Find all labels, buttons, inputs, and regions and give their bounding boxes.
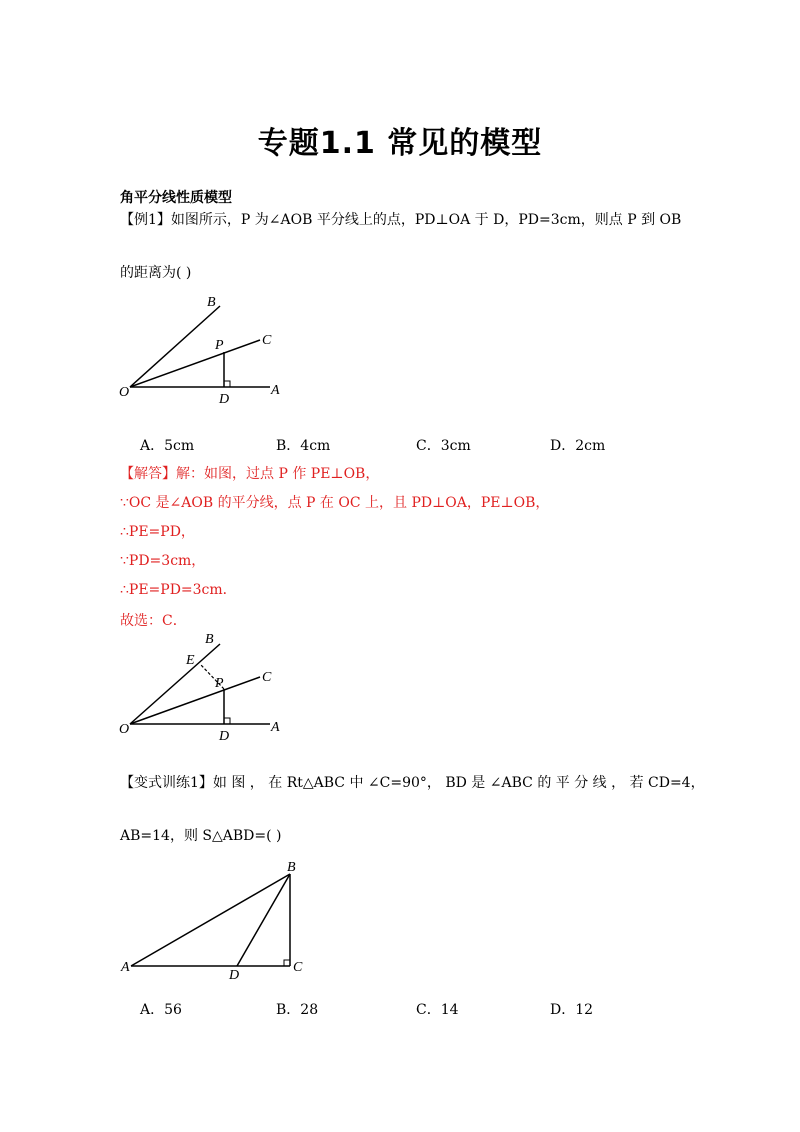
option-b: B．28 (276, 1002, 319, 1018)
label-b: B (207, 295, 216, 310)
ray-oc (130, 340, 260, 387)
ray-ob (130, 644, 220, 724)
solution-line-6: 故选：C． (120, 613, 187, 629)
label-o: O (119, 722, 130, 737)
solution-line-1: 【解答】解：如图，过点 P 作 PE⊥OB， (120, 466, 380, 482)
ray-oc (130, 677, 260, 724)
right-angle-mark (224, 718, 230, 724)
label-a: A (121, 960, 130, 975)
label-a: A (271, 383, 280, 398)
solution-line-3: ∴PE=PD， (120, 524, 195, 540)
label-b: B (205, 632, 214, 647)
label-c: C (262, 333, 272, 348)
exercise1-question-line2: AB=14，则 S△ABD=( ) (120, 828, 282, 844)
label-d: D (229, 968, 240, 983)
solution-line-5: ∴PE=PD=3cm． (120, 582, 237, 598)
label-p: P (215, 338, 224, 353)
example1-question-line2: 的距离为( ) (120, 265, 192, 281)
solution-figure (115, 630, 295, 745)
option-a: A．5cm (140, 438, 195, 454)
section-heading: 角平分线性质模型 (120, 190, 232, 206)
label-b: B (287, 860, 296, 875)
segment-bd (237, 874, 290, 966)
option-a: A．56 (140, 1002, 182, 1018)
label-d: D (219, 729, 230, 744)
option-c: C．14 (416, 1002, 459, 1018)
option-b: B．4cm (276, 438, 331, 454)
page-title: 专题1.1 常见的模型 (257, 126, 543, 161)
right-angle-mark (224, 381, 230, 387)
label-c: C (262, 670, 272, 685)
solution-line-4: ∵PD=3cm， (120, 553, 206, 569)
label-c: C (293, 960, 303, 975)
label-p: P (215, 676, 224, 691)
option-d: D．12 (550, 1002, 594, 1018)
exercise1-question-line1: 【变式训练1】如 图 ， 在 Rt△ABC 中 ∠C=90°， BD 是 ∠ABC 的 平 分 线 ， 若 CD=4， (120, 775, 705, 791)
label-d: D (219, 392, 230, 407)
option-d: D．2cm (550, 438, 606, 454)
right-angle-mark (284, 960, 290, 966)
exercise1-figure (115, 858, 315, 983)
example1-figure (115, 290, 295, 410)
segment-ab (131, 874, 290, 966)
label-a: A (271, 720, 280, 735)
label-e: E (186, 653, 195, 668)
solution-line-2: ∵OC 是∠AOB 的平分线，点 P 在 OC 上，且 PD⊥OA，PE⊥OB， (120, 495, 550, 511)
label-o: O (119, 385, 130, 400)
option-c: C．3cm (416, 438, 471, 454)
example1-question-line1: 【例1】如图所示，P 为∠AOB 平分线上的点，PD⊥OA 于 D，PD=3cm，则点 P 到 OB (120, 212, 682, 228)
ray-ob (130, 306, 220, 387)
